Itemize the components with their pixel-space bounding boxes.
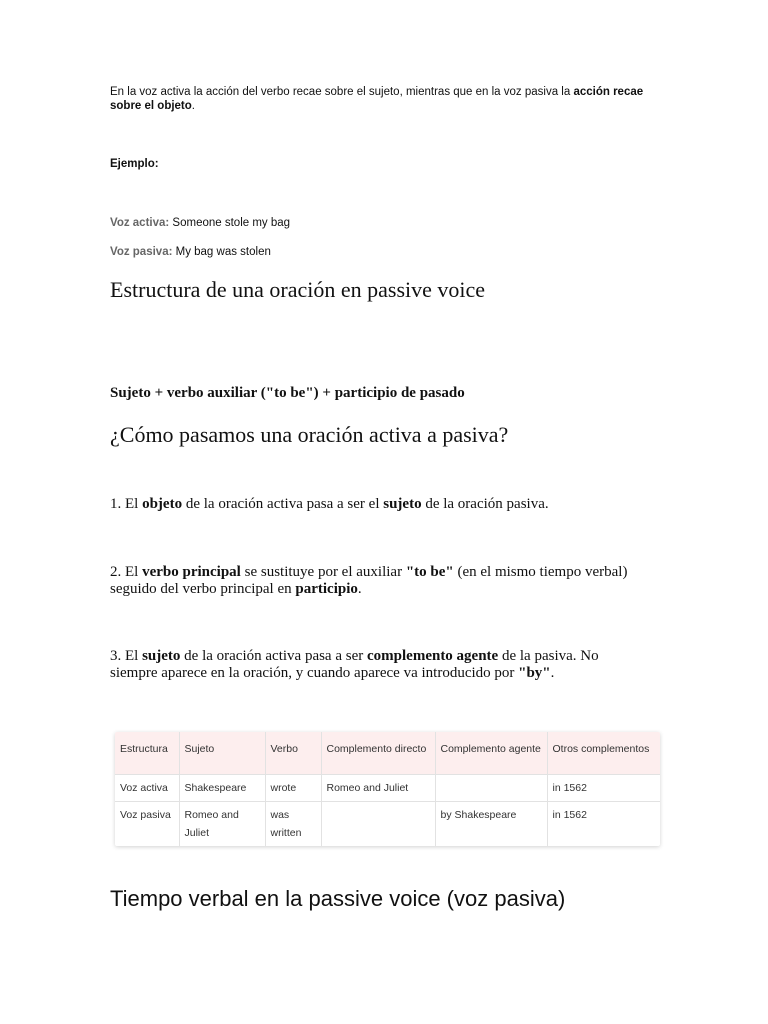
table-cell: [321, 802, 435, 847]
table-header-cell: Verbo: [265, 732, 321, 775]
step-1-bold: objeto: [142, 496, 183, 512]
step-1: [110, 496, 650, 513]
passive-table: [115, 732, 660, 846]
step-2-bold: verbo principal: [142, 564, 241, 580]
table-header-row: [115, 732, 660, 775]
table-row: [115, 802, 660, 847]
step-3: [110, 648, 635, 682]
intro-paragraph: [110, 85, 665, 113]
example-passive: [110, 245, 271, 259]
step-1-text: de la oración activa pasa a ser el: [182, 496, 384, 512]
table-cell: Romeo and Juliet: [321, 775, 435, 802]
passive-label: Voz pasiva:: [110, 246, 173, 258]
step-2-text: se sustituye por el auxiliar: [240, 564, 406, 580]
active-text: Someone stole my bag: [169, 217, 291, 229]
passive-text: My bag was stolen: [172, 246, 271, 258]
table-cell: in 1562: [547, 802, 660, 847]
heading-how: ¿Cómo pasamos una oración activa a pasiva?: [110, 422, 509, 447]
step-1-text: 1. El: [110, 496, 143, 512]
heading-tense: Tiempo verbal en la passive voice (voz pasiva): [110, 886, 566, 911]
table-row: [115, 775, 660, 802]
table-cell: was written: [265, 802, 321, 847]
step-3-bold: complemento agente: [367, 648, 499, 664]
step-3-text: .: [550, 665, 555, 681]
intro-bold: acción recae sobre el objeto: [110, 86, 644, 112]
step-2-bold: participio: [295, 581, 358, 597]
table-header-cell: Estructura: [115, 732, 179, 775]
intro-end: .: [191, 100, 195, 112]
table-cell: wrote: [265, 775, 321, 802]
table-cell: Voz pasiva: [115, 802, 179, 847]
step-2-text: 2. El: [110, 564, 143, 580]
table-header-cell: Complemento agente: [435, 732, 547, 775]
intro-text: En la voz activa la acción del verbo recae sobre el sujeto, mientras que en la voz pasiva la: [110, 86, 574, 98]
step-3-text: de la oración activa pasa a ser: [180, 648, 367, 664]
table-header-cell: Sujeto: [179, 732, 265, 775]
passive-table-container: [115, 732, 660, 846]
example-label: Ejemplo:: [110, 158, 159, 170]
table-cell: in 1562: [547, 775, 660, 802]
table-cell: by Shakespeare: [435, 802, 547, 847]
step-3-text: 3. El: [110, 648, 143, 664]
table-cell: Voz activa: [115, 775, 179, 802]
step-2: [110, 564, 650, 598]
step-2-text: (en el mismo tiempo verbal) seguido del verbo principal en: [110, 564, 628, 597]
step-3-text: de la pasiva. No siempre aparece en la oración, y cuando aparece va introducido por: [110, 648, 599, 681]
step-1-bold: sujeto: [383, 496, 422, 512]
table-header-cell: Complemento directo: [321, 732, 435, 775]
step-2-bold: "to be": [405, 564, 454, 580]
example-active: [110, 216, 290, 230]
table-header-cell: Otros complementos: [547, 732, 660, 775]
table-cell: Romeo and Juliet: [179, 802, 265, 847]
heading-structure: Estructura de una oración en passive voice: [110, 277, 486, 302]
active-label: Voz activa:: [110, 217, 170, 229]
table-cell: Shakespeare: [179, 775, 265, 802]
formula-text: Sujeto + verbo auxiliar ("to be") + participio de pasado: [110, 385, 465, 401]
step-3-bold: "by": [518, 665, 551, 681]
step-3-bold: sujeto: [142, 648, 181, 664]
step-1-text: de la oración pasiva.: [421, 496, 549, 512]
table-cell: [435, 775, 547, 802]
step-2-text: .: [357, 581, 362, 597]
